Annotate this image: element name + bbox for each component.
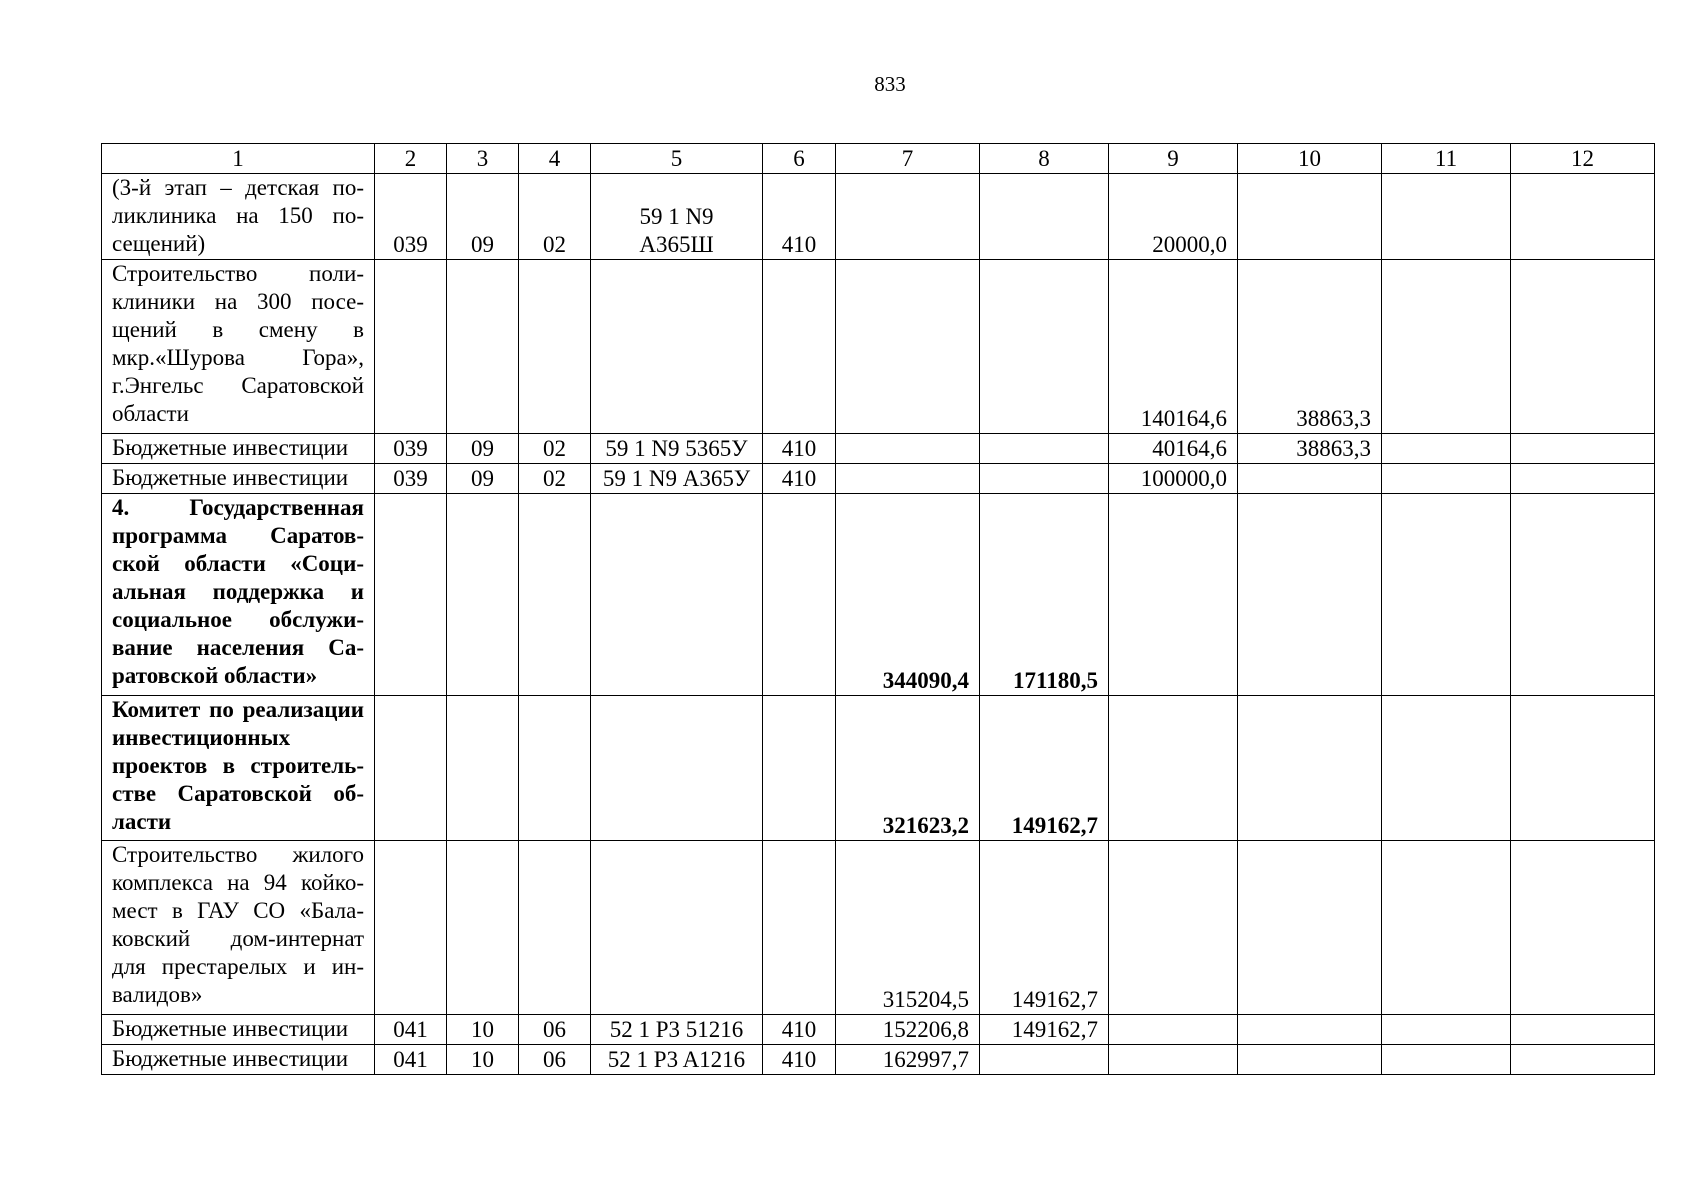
cell-col-11-amount xyxy=(1382,1015,1511,1045)
cell-col-8-amount: 171180,5 xyxy=(980,494,1109,696)
cell-col-10-amount xyxy=(1238,464,1382,494)
column-header: 7 xyxy=(836,144,980,174)
cell-col-4-subsection: 02 xyxy=(519,174,591,260)
cell-col-7-amount xyxy=(836,464,980,494)
table-row xyxy=(102,841,1655,1015)
cell-col-12-amount xyxy=(1511,1045,1655,1075)
cell-col-8-amount xyxy=(980,464,1109,494)
cell-col-5-target-article xyxy=(591,841,763,1015)
cell-col-5-target-article: 52 1 P3 A1216 xyxy=(591,1045,763,1075)
cell-col-9-amount: 40164,6 xyxy=(1109,434,1238,464)
table-row xyxy=(102,464,1655,494)
cell-col-8-amount xyxy=(980,260,1109,434)
cell-col-1-item-name: Бюджетные инвестиции xyxy=(102,434,375,464)
cell-col-3-section: 09 xyxy=(447,434,519,464)
column-header: 6 xyxy=(763,144,836,174)
cell-col-12-amount xyxy=(1511,1015,1655,1045)
table-row xyxy=(102,260,1655,434)
table-row xyxy=(102,696,1655,841)
table-row xyxy=(102,1015,1655,1045)
cell-col-9-amount xyxy=(1109,696,1238,841)
cell-col-8-amount: 149162,7 xyxy=(980,696,1109,841)
cell-col-9-amount: 140164,6 xyxy=(1109,260,1238,434)
cell-col-1-item-name: (3-й этап – детская поликлиника на 150 посещений) xyxy=(102,174,375,260)
cell-col-3-section xyxy=(447,260,519,434)
cell-col-12-amount xyxy=(1511,464,1655,494)
cell-col-1-item-name: Бюджетные инвестиции xyxy=(102,1045,375,1075)
cell-col-3-section: 09 xyxy=(447,174,519,260)
cell-col-2-grbs: 041 xyxy=(375,1045,447,1075)
table-header-row xyxy=(102,144,1655,174)
cell-col-10-amount xyxy=(1238,494,1382,696)
cell-col-7-amount xyxy=(836,174,980,260)
cell-col-6-expense-type: 410 xyxy=(763,1015,836,1045)
cell-col-10-amount xyxy=(1238,174,1382,260)
cell-col-5-target-article xyxy=(591,696,763,841)
cell-col-8-amount xyxy=(980,174,1109,260)
cell-col-6-expense-type xyxy=(763,841,836,1015)
column-header: 12 xyxy=(1511,144,1655,174)
column-header: 8 xyxy=(980,144,1109,174)
cell-col-2-grbs: 041 xyxy=(375,1015,447,1045)
cell-col-11-amount xyxy=(1382,841,1511,1015)
cell-col-4-subsection xyxy=(519,696,591,841)
cell-col-2-grbs: 039 xyxy=(375,434,447,464)
cell-col-5-target-article: 59 1 N9 А365Ш xyxy=(591,174,763,260)
cell-col-4-subsection xyxy=(519,841,591,1015)
cell-col-3-section xyxy=(447,841,519,1015)
column-header: 3 xyxy=(447,144,519,174)
column-header: 2 xyxy=(375,144,447,174)
cell-col-1-item-name: Бюджетные инвестиции xyxy=(102,464,375,494)
cell-col-4-subsection: 06 xyxy=(519,1015,591,1045)
cell-col-9-amount: 100000,0 xyxy=(1109,464,1238,494)
cell-col-2-grbs xyxy=(375,494,447,696)
cell-col-8-amount: 149162,7 xyxy=(980,1015,1109,1045)
cell-col-7-amount xyxy=(836,260,980,434)
cell-col-5-target-article: 59 1 N9 5365У xyxy=(591,434,763,464)
cell-col-6-expense-type: 410 xyxy=(763,1045,836,1075)
page-number: 833 xyxy=(874,72,906,96)
cell-col-1-item-name: Бюджетные инвестиции xyxy=(102,1015,375,1045)
cell-col-12-amount xyxy=(1511,494,1655,696)
cell-col-12-amount xyxy=(1511,260,1655,434)
cell-col-10-amount xyxy=(1238,696,1382,841)
cell-col-8-amount: 149162,7 xyxy=(980,841,1109,1015)
column-header: 9 xyxy=(1109,144,1238,174)
cell-col-2-grbs xyxy=(375,260,447,434)
cell-col-9-amount xyxy=(1109,494,1238,696)
cell-col-3-section xyxy=(447,494,519,696)
cell-col-3-section: 10 xyxy=(447,1045,519,1075)
cell-col-11-amount xyxy=(1382,434,1511,464)
cell-col-9-amount xyxy=(1109,1015,1238,1045)
cell-col-2-grbs xyxy=(375,841,447,1015)
cell-col-4-subsection xyxy=(519,494,591,696)
cell-col-5-target-article: 59 1 N9 А365У xyxy=(591,464,763,494)
table-row xyxy=(102,494,1655,696)
cell-col-2-grbs: 039 xyxy=(375,464,447,494)
cell-col-11-amount xyxy=(1382,1045,1511,1075)
cell-col-3-section: 10 xyxy=(447,1015,519,1045)
cell-col-4-subsection: 02 xyxy=(519,434,591,464)
cell-col-4-subsection: 06 xyxy=(519,1045,591,1075)
cell-col-7-amount: 321623,2 xyxy=(836,696,980,841)
cell-col-1-item-name: Комитет по реализации инвестиционных проектов в строительстве Саратовской области xyxy=(102,696,375,841)
cell-col-11-amount xyxy=(1382,260,1511,434)
cell-col-10-amount xyxy=(1238,1045,1382,1075)
cell-col-11-amount xyxy=(1382,494,1511,696)
cell-col-5-target-article: 52 1 P3 51216 xyxy=(591,1015,763,1045)
cell-col-3-section xyxy=(447,696,519,841)
cell-col-9-amount xyxy=(1109,1045,1238,1075)
cell-col-4-subsection: 02 xyxy=(519,464,591,494)
cell-col-1-item-name: 4. Государственная программа Саратовской области «Социальная поддержка и социальное обслуживание населения Саратовской области» xyxy=(102,494,375,696)
cell-col-4-subsection xyxy=(519,260,591,434)
cell-col-10-amount xyxy=(1238,1015,1382,1045)
table-row xyxy=(102,174,1655,260)
cell-col-7-amount: 162997,7 xyxy=(836,1045,980,1075)
cell-col-1-item-name: Строительство поликлиники на 300 посещений в смену в мкр.«Шурова Гора», г.Энгельс Саратовской области xyxy=(102,260,375,434)
cell-col-11-amount xyxy=(1382,696,1511,841)
cell-col-9-amount xyxy=(1109,841,1238,1015)
cell-col-7-amount: 344090,4 xyxy=(836,494,980,696)
cell-col-8-amount xyxy=(980,1045,1109,1075)
table-row xyxy=(102,434,1655,464)
cell-col-12-amount xyxy=(1511,696,1655,841)
cell-col-12-amount xyxy=(1511,174,1655,260)
cell-col-5-target-article xyxy=(591,260,763,434)
cell-col-6-expense-type: 410 xyxy=(763,464,836,494)
cell-col-6-expense-type xyxy=(763,696,836,841)
cell-col-3-section: 09 xyxy=(447,464,519,494)
cell-col-10-amount xyxy=(1238,841,1382,1015)
cell-col-10-amount: 38863,3 xyxy=(1238,260,1382,434)
cell-col-11-amount xyxy=(1382,464,1511,494)
cell-col-9-amount: 20000,0 xyxy=(1109,174,1238,260)
column-header: 5 xyxy=(591,144,763,174)
cell-col-6-expense-type xyxy=(763,494,836,696)
column-header: 1 xyxy=(102,144,375,174)
column-header: 11 xyxy=(1382,144,1511,174)
cell-col-6-expense-type xyxy=(763,260,836,434)
column-header: 10 xyxy=(1238,144,1382,174)
cell-col-7-amount: 152206,8 xyxy=(836,1015,980,1045)
cell-col-5-target-article xyxy=(591,494,763,696)
cell-col-12-amount xyxy=(1511,841,1655,1015)
cell-col-6-expense-type: 410 xyxy=(763,434,836,464)
cell-col-7-amount: 315204,5 xyxy=(836,841,980,1015)
cell-col-2-grbs xyxy=(375,696,447,841)
cell-col-7-amount xyxy=(836,434,980,464)
cell-col-11-amount xyxy=(1382,174,1511,260)
cell-col-10-amount: 38863,3 xyxy=(1238,434,1382,464)
column-header: 4 xyxy=(519,144,591,174)
cell-col-2-grbs: 039 xyxy=(375,174,447,260)
cell-col-1-item-name: Строительство жилого комплекса на 94 койкомест в ГАУ СО «Балаковский дом-интернат для престарелых и инвалидов» xyxy=(102,841,375,1015)
table-row xyxy=(102,1045,1655,1075)
cell-col-12-amount xyxy=(1511,434,1655,464)
budget-table xyxy=(101,143,1655,1075)
cell-col-6-expense-type: 410 xyxy=(763,174,836,260)
cell-col-8-amount xyxy=(980,434,1109,464)
